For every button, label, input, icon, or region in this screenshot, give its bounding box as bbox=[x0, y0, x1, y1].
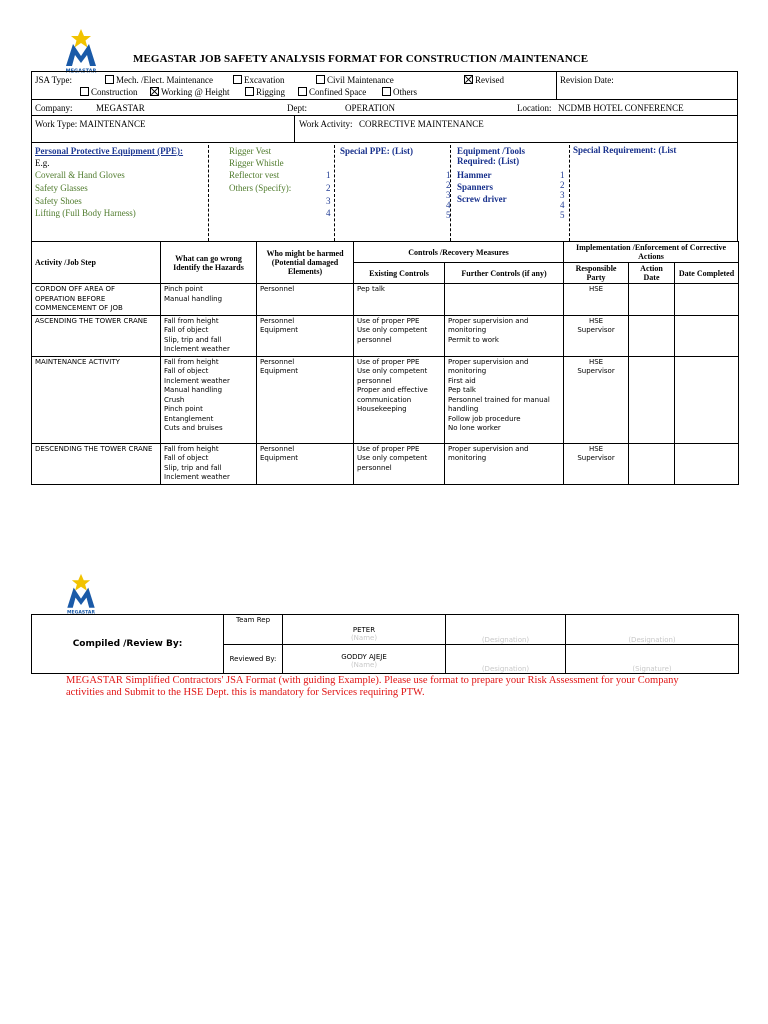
cell-line: Proper supervision and monitoring bbox=[448, 444, 529, 462]
cell-line: Pinch point bbox=[164, 405, 203, 413]
header-controls: Controls /Recovery Measures bbox=[354, 242, 564, 263]
footer-note: MEGASTAR Simplified Contractors' JSA Format (with guiding Example). Please use format to prepare your Risk Assessment for your Company activities and Submit to the HSE Dept. this is mandatory for Services requiring PTW. bbox=[66, 675, 679, 698]
cell-line: Personnel bbox=[260, 357, 295, 366]
cell-line: Use only competent personnel bbox=[357, 454, 428, 472]
designation-hint: (Designation) bbox=[628, 636, 676, 644]
activity-cell: ASCENDING THE TOWER CRANE bbox=[32, 315, 161, 356]
reviewed-name-cell[interactable] bbox=[283, 645, 446, 674]
harmed-cell bbox=[257, 284, 354, 316]
activity-cell: MAINTENANCE ACTIVITY bbox=[32, 356, 161, 443]
cell-line: Fall of object bbox=[164, 326, 209, 334]
checkbox-icon bbox=[382, 87, 391, 96]
logo-text: MEGASTAR bbox=[65, 68, 97, 74]
location-value: NCDMB HOTEL CONFERENCE bbox=[558, 103, 684, 113]
further-controls-cell bbox=[445, 443, 564, 484]
table-row bbox=[32, 284, 739, 316]
designation-hint: (Designation) bbox=[481, 665, 530, 673]
hazards-cell bbox=[161, 443, 257, 484]
date-completed-cell bbox=[675, 356, 739, 443]
cell-line: Cuts and bruises bbox=[164, 424, 223, 432]
cell-line: Slip, trip and fall bbox=[164, 335, 222, 344]
further-controls-cell bbox=[445, 356, 564, 443]
cell-line: Equipment bbox=[260, 326, 298, 334]
dept-label: Dept: bbox=[287, 103, 307, 113]
team-rep-name-cell[interactable] bbox=[283, 615, 446, 645]
cell-line: Use of proper PPE bbox=[357, 316, 420, 325]
header-responsible-party: Responsible Party bbox=[564, 263, 629, 284]
cell-line: Equipment bbox=[260, 454, 298, 462]
equip-number: 5 bbox=[446, 210, 451, 220]
cell-line: Equipment bbox=[260, 367, 298, 375]
action-date-cell bbox=[629, 315, 675, 356]
designation-hint: (Designation) bbox=[481, 636, 530, 644]
header-implementation: Implementation /Enforcement of Corrective Actions bbox=[564, 242, 739, 263]
compiled-review-label: Compiled /Review By: bbox=[32, 615, 224, 674]
cell-line: Manual handling bbox=[164, 294, 223, 303]
option-civil-maintenance[interactable]: Civil Maintenance bbox=[316, 75, 394, 85]
date-completed-cell bbox=[675, 315, 739, 356]
work-type: Work Type: MAINTENANCE bbox=[35, 119, 146, 129]
reviewed-designation-cell[interactable] bbox=[446, 645, 566, 674]
header-action-date: Action Date bbox=[629, 263, 675, 284]
action-date-cell bbox=[629, 356, 675, 443]
dept-value: OPERATION bbox=[345, 103, 396, 113]
equip-number: 5 bbox=[560, 210, 565, 220]
ppe-heading: Personal Protective Equipment (PPE): bbox=[35, 146, 184, 156]
name-hint: (Name) bbox=[350, 661, 378, 669]
ppe-item: Others (Specify): bbox=[229, 183, 292, 193]
ppe-item: Safety Glasses bbox=[35, 183, 88, 193]
equipment-item: Screw driver bbox=[457, 194, 507, 204]
equip-number: 1 bbox=[446, 170, 451, 180]
option-rigging[interactable]: Rigging bbox=[245, 87, 285, 97]
checkbox-icon bbox=[233, 75, 242, 84]
cell-line: HSE bbox=[588, 444, 604, 453]
harmed-cell bbox=[257, 443, 354, 484]
location-label: Location: bbox=[517, 103, 552, 113]
cell-line: Inclement weather bbox=[164, 473, 230, 481]
team-rep-label: Team Rep bbox=[224, 615, 283, 645]
ppe-item: Coverall & Hand Gloves bbox=[35, 170, 125, 180]
equip-number: 3 bbox=[560, 190, 565, 200]
cell-line: Use of proper PPE bbox=[357, 357, 420, 366]
header-who-harmed: Who might be harmed (Potential damaged Elements) bbox=[257, 242, 354, 284]
cell-line: Fall of object bbox=[164, 367, 209, 375]
header-date-completed: Date Completed bbox=[675, 263, 739, 284]
megastar-logo bbox=[63, 28, 99, 74]
cell-line: Slip, trip and fall bbox=[164, 463, 222, 472]
existing-controls-cell bbox=[354, 443, 445, 484]
checked-checkbox-icon bbox=[150, 87, 159, 96]
cell-line: Personnel bbox=[260, 444, 295, 453]
cell-line: HSE bbox=[588, 285, 604, 293]
cell-line: HSE bbox=[588, 316, 604, 325]
cell-line: Fall from height bbox=[164, 357, 219, 366]
table-row bbox=[32, 443, 739, 484]
cell-line: Fall of object bbox=[164, 454, 209, 462]
option-revised[interactable]: Revised bbox=[464, 75, 504, 85]
ppe-number: 4 bbox=[326, 208, 331, 218]
checkbox-icon bbox=[298, 87, 307, 96]
header-existing-controls: Existing Controls bbox=[354, 263, 445, 284]
table-row bbox=[32, 356, 739, 443]
ppe-item: Safety Shoes bbox=[35, 196, 82, 206]
team-rep-name: PETER bbox=[352, 625, 376, 634]
header-activity: Activity /Job Step bbox=[32, 242, 161, 284]
cell-line: Supervisor bbox=[577, 367, 615, 375]
cell-line: Permit to work bbox=[448, 335, 499, 344]
option-working-at-height[interactable]: Working @ Height bbox=[150, 87, 230, 97]
ppe-item: Rigger Vest bbox=[229, 146, 272, 156]
signoff-table bbox=[31, 614, 739, 674]
option-excavation[interactable]: Excavation bbox=[233, 75, 284, 85]
megastar-logo bbox=[63, 573, 99, 615]
existing-controls-cell bbox=[354, 284, 445, 316]
company-label: Company: bbox=[35, 103, 73, 113]
ppe-eg: E.g. bbox=[35, 158, 50, 168]
ppe-item: Reflector vest bbox=[229, 170, 280, 180]
harmed-cell bbox=[257, 356, 354, 443]
cell-line: Pep talk bbox=[357, 285, 385, 293]
action-date-cell bbox=[629, 443, 675, 484]
date-completed-cell bbox=[675, 284, 739, 316]
reviewed-name: GODDY AJEJE bbox=[341, 653, 387, 661]
cell-line: Inclement weather bbox=[164, 376, 230, 385]
header-hazards: What can go wrong Identify the Hazards bbox=[161, 242, 257, 284]
cell-line: Proper supervision and monitoring bbox=[448, 357, 529, 375]
equip-number: 2 bbox=[446, 180, 451, 190]
equipment-item: Spanners bbox=[457, 182, 494, 192]
cell-line: Use of proper PPE bbox=[357, 444, 420, 453]
work-activity-value: CORRECTIVE MAINTENANCE bbox=[359, 119, 484, 129]
cell-line: No lone worker bbox=[448, 424, 501, 432]
equipment-item: Hammer bbox=[457, 170, 492, 180]
special-ppe-label: Special PPE: (List) bbox=[340, 146, 413, 156]
hazards-cell bbox=[161, 315, 257, 356]
hazards-cell bbox=[161, 356, 257, 443]
cell-line: Pinch point bbox=[164, 285, 203, 293]
action-date-cell bbox=[629, 284, 675, 316]
equip-number: 4 bbox=[560, 200, 565, 210]
option-confined-space[interactable]: Confined Space bbox=[298, 87, 366, 97]
ppe-block bbox=[31, 142, 738, 242]
activity-cell: DESCENDING THE TOWER CRANE bbox=[32, 443, 161, 484]
cell-line: Manual handling bbox=[164, 386, 223, 394]
cell-line: Personnel trained for manual handling bbox=[448, 395, 550, 413]
document-title: MEGASTAR JOB SAFETY ANALYSIS FORMAT FOR CONSTRUCTION /MAINTENANCE bbox=[133, 53, 589, 65]
checked-checkbox-icon bbox=[464, 75, 473, 84]
cell-line: Use only competent personnel bbox=[357, 326, 428, 344]
existing-controls-cell bbox=[354, 356, 445, 443]
hazards-cell bbox=[161, 284, 257, 316]
existing-controls-cell bbox=[354, 315, 445, 356]
ppe-item: Lifting (Full Body Harness) bbox=[35, 208, 136, 218]
option-construction[interactable]: Construction bbox=[80, 87, 138, 97]
responsible-party-cell bbox=[564, 315, 629, 356]
cell-line: Entanglement bbox=[164, 414, 214, 423]
cell-line: First aid bbox=[448, 376, 476, 385]
cell-line: Supervisor bbox=[577, 454, 615, 462]
cell-line: Use only competent personnel bbox=[357, 367, 428, 385]
responsible-party-cell bbox=[564, 443, 629, 484]
cell-line: Follow job procedure bbox=[448, 414, 521, 423]
name-hint: (Name) bbox=[350, 633, 378, 642]
responsible-party-cell bbox=[564, 284, 629, 316]
equipment-heading: Required: (List) bbox=[457, 156, 520, 166]
company-value: MEGASTAR bbox=[96, 103, 145, 113]
cell-line: Housekeeping bbox=[357, 405, 407, 413]
jsa-type-label: JSA Type: bbox=[35, 75, 72, 85]
further-controls-cell bbox=[445, 315, 564, 356]
cell-line: Personnel bbox=[260, 285, 295, 293]
checkbox-icon bbox=[80, 87, 89, 96]
checkbox-icon bbox=[105, 75, 114, 84]
company-row bbox=[31, 99, 738, 116]
cell-line: Proper and effective communication bbox=[357, 386, 428, 404]
further-controls-cell bbox=[445, 284, 564, 316]
equip-number: 4 bbox=[446, 200, 451, 210]
jsa-table-body bbox=[32, 284, 739, 485]
ppe-item: Rigger Whistle bbox=[229, 158, 284, 168]
option-others[interactable]: Others bbox=[382, 87, 417, 97]
work-row bbox=[31, 115, 738, 143]
cell-line: Inclement weather bbox=[164, 345, 230, 353]
reviewed-by-label: Reviewed By: bbox=[224, 645, 283, 674]
cell-line: Crush bbox=[164, 395, 185, 404]
option-mech-elect[interactable]: Mech. /Elect. Maintenance bbox=[105, 75, 213, 85]
checkbox-icon bbox=[316, 75, 325, 84]
reviewed-signature-cell[interactable] bbox=[566, 645, 739, 674]
activity-cell: CORDON OFF AREA OF OPERATION BEFORE COMMENCEMENT OF JOB bbox=[32, 284, 161, 316]
revision-date-label: Revision Date: bbox=[560, 75, 614, 85]
equip-number: 2 bbox=[560, 180, 565, 190]
cell-line: Pep talk bbox=[448, 386, 476, 394]
jsa-type-row bbox=[31, 68, 738, 100]
date-completed-cell bbox=[675, 443, 739, 484]
special-requirement-label: Special Requirement: (List bbox=[573, 145, 677, 155]
logo-text: MEGASTAR bbox=[67, 610, 95, 615]
ppe-number: 2 bbox=[326, 183, 331, 193]
table-row bbox=[32, 315, 739, 356]
cell-line: Proper supervision and monitoring bbox=[448, 316, 529, 334]
team-rep-designation-cell[interactable] bbox=[446, 615, 566, 645]
team-rep-designation-cell-2[interactable] bbox=[566, 615, 739, 645]
jsa-table bbox=[31, 241, 739, 485]
ppe-number: 3 bbox=[326, 196, 331, 206]
responsible-party-cell bbox=[564, 356, 629, 443]
equipment-heading: Equipment /Tools bbox=[457, 146, 525, 156]
harmed-cell bbox=[257, 315, 354, 356]
cell-line: Personnel bbox=[260, 316, 295, 325]
header-further-controls: Further Controls (if any) bbox=[445, 263, 564, 284]
equip-number: 3 bbox=[446, 190, 451, 200]
ppe-number: 1 bbox=[326, 170, 331, 180]
checkbox-icon bbox=[245, 87, 254, 96]
cell-line: HSE bbox=[588, 357, 604, 366]
equip-number: 1 bbox=[560, 170, 565, 180]
cell-line: Fall from height bbox=[164, 316, 219, 325]
work-activity-label: Work Activity: bbox=[299, 119, 353, 129]
cell-line: Supervisor bbox=[577, 326, 615, 334]
signature-hint: (Signature) bbox=[632, 665, 672, 673]
cell-line: Fall from height bbox=[164, 444, 219, 453]
